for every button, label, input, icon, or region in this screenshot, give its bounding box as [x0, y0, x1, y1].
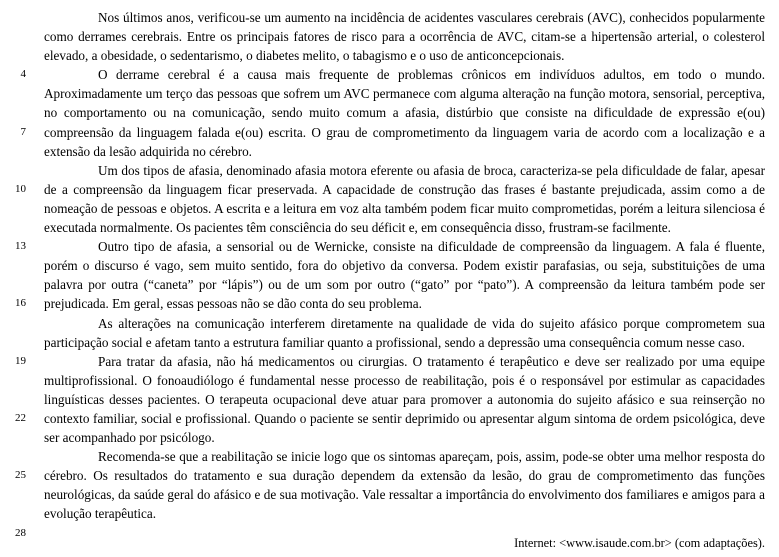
source-attribution: Internet: <www.isaude.com.br> (com adaptações). [514, 536, 765, 550]
paragraph: Um dos tipos de afasia, denominado afasia motora eferente ou afasia de broca, caracteriza-se pela dificuldade de falar, apesar de a compreensão da linguagem ficar preservada. A capacidade de construção das frases é bastante prejudicada, assim como a de nomeação de pessoas e objetos. A escrita e a leitura em voz alta também podem ficar muito comprometidas, porém a leitura silenciosa é executada normalmente. Os pacientes têm consciência do seu déficit e, em consequência disso, frustram-se facilmente. [44, 162, 765, 236]
line-number: 10 [15, 182, 26, 195]
document-body [14, 8, 765, 524]
line-number: 25 [15, 469, 26, 482]
paragraph: Recomenda-se que a reabilitação se inicie logo que os sintomas apareçam, pois, assim, pode-se obter uma melhor resposta do cérebro. Os resultados do tratamento e sua duração dependem da extensão da lesão, do grau de comprometimento das funções neurológicas, da saúde geral do afásico e de sua motivação. Vale ressaltar a importância do envolvimento dos familiares e amigos para a evolução terapêutica. [44, 449, 765, 522]
paragraph: Para tratar da afasia, não há medicamentos ou cirurgias. O tratamento é terapêutico e deve ser realizado por uma equipe multiprofissional. O fonoaudiólogo é fundamental nesse processo de reabilitação, pois é o responsável por estimular as capacidades linguísticas desses pacientes. O terapeuta ocupacional deve atuar para promover a autonomia do sujeito afásico e sua reinserção no contexto familiar, social e profissional. Quando o paciente se sentir deprimido ou apresentar algum sintoma de ordem psicológica, deve ser acompanhado por psicólogo. [44, 353, 765, 446]
line-number: 16 [15, 297, 26, 310]
line-number: 4 [20, 68, 26, 81]
paragraph: Nos últimos anos, verificou-se um aumento na incidência de acidentes vasculares cerebrais (AVC), conhecidos popularmente como derrames cerebrais. Entre os principais fatores de risco para a ocorrência de AVC, citam-se a hipertensão arterial, o colesterol elevado, a obesidade, o sedentarismo, o diabetes melito, o tabagismo e o uso de anticoncepcionais. [44, 10, 765, 64]
line-number: 7 [20, 125, 26, 138]
line-number: 22 [15, 411, 26, 424]
line-number: 13 [15, 240, 26, 253]
paragraph: As alterações na comunicação interferem diretamente na qualidade de vida do sujeito afásico porque comprometem sua participação social e afetam tanto a estrutura familiar quanto a profissional, sendo a depressão uma consequência comum nesse caso. [44, 315, 765, 350]
line-number: 28 [15, 526, 26, 539]
paragraph: Outro tipo de afasia, a sensorial ou de Wernicke, consiste na dificuldade de compreensão da linguagem. A fala é fluente, porém o discurso é vago, sem muito sentido, fora do objetivo da conversa. Podem existir parafasias, ou seja, substituições de uma palavra por outra (“caneta” por “lápis”) ou de um som por outro (“gato” por “pato”). A compreensão da leitura também pode ser prejudicada. Em geral, essas pessoas não se dão conta do seu problema. [44, 239, 765, 312]
line-number: 19 [15, 354, 26, 367]
paragraph: O derrame cerebral é a causa mais frequente de problemas crônicos em indivíduos adultos, em todo o mundo. Aproximadamente um terço das pessoas que sofrem um AVC permanece com alguma alteração na função motora, sensorial, perceptiva, no comportamento ou na comunicação, sendo muito comum a afasia, distúrbio que consiste na dificuldade de expressão e(ou) compreensão da linguagem falada e(ou) escrita. O grau de comprometimento da linguagem varia de acordo com a localização e a extensão da lesão adquirida no cérebro. [44, 67, 765, 159]
